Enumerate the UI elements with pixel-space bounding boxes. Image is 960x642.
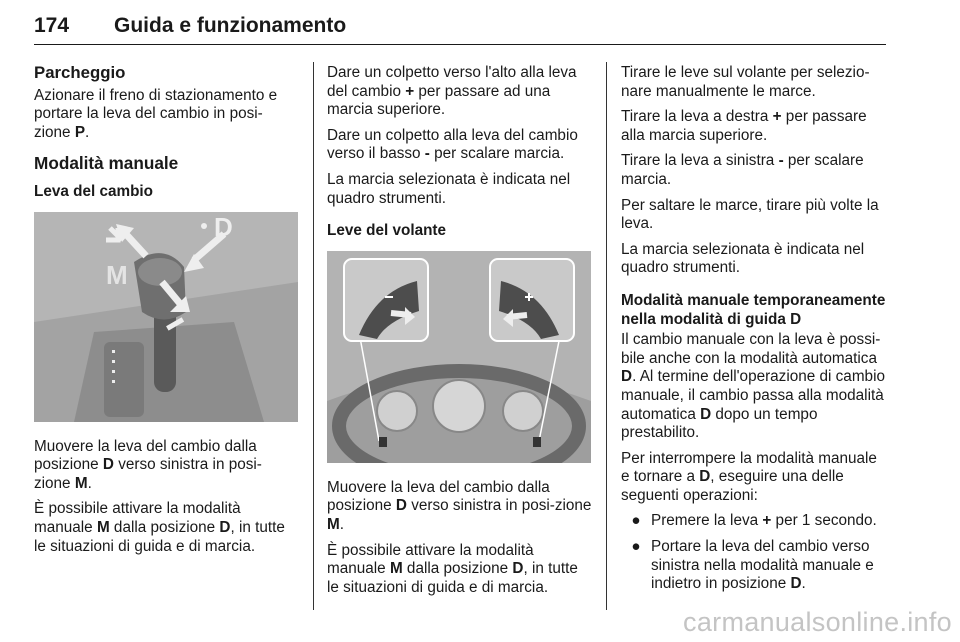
paragraph: Tirare la leva a sinistra - per scalare marcia. (621, 152, 864, 188)
list-item: ● Premere la leva + per 1 secondo. (621, 512, 887, 531)
heading-leve-del-volante: Leve del volante (327, 222, 447, 240)
paragraph: Tirare la leva a destra + per passare alla marcia superiore. (621, 108, 867, 144)
heading-leva-del-cambio: Leva del cambio (34, 182, 154, 200)
steering-paddles-illustration (327, 251, 591, 463)
paragraph: Dare un colpetto verso l'alto alla leva del cambio + per passare ad una marcia superiore. (327, 64, 577, 119)
label-d: D (214, 211, 233, 242)
paragraph: Per interrompere la modalità manuale e tornare a D, eseguire una delle seguenti operazioni: (621, 449, 877, 504)
paragraph: È possibile attivare la modalità manuale M dalla posizione D, in tutte le situazioni di guida e di marcia. (327, 541, 578, 596)
paragraph: Muovere la leva del cambio dalla posizione D verso sinistra in posi-zione M. (34, 437, 262, 492)
paragraph: La marcia selezionata è indicata nel quadro strumenti. (621, 240, 865, 277)
page-header (34, 6, 886, 45)
heading-modalita-manuale: Modalità manuale (34, 153, 179, 174)
paragraph: La marcia selezionata è indicata nel quadro strumenti. (327, 170, 571, 207)
paragraph: Azionare il freno di stazionamento e portare la leva del cambio in posi-zione P. (34, 86, 278, 141)
paragraph: Muovere la leva del cambio dalla posizione D verso sinistra in posi-zione M. (327, 478, 592, 533)
heading-parcheggio: Parcheggio (34, 63, 126, 82)
bullet-icon: ● (631, 512, 641, 530)
column-divider (313, 62, 314, 610)
paragraph: Per saltare le marce, tirare più volte la leva. (621, 196, 879, 233)
paragraph: Tirare le leve sul volante per selezio-nare manualmente le marce. (621, 64, 870, 100)
page-title: Guida e funzionamento (114, 14, 347, 37)
label-m: M (106, 259, 128, 290)
list-item: ● Portare la leva del cambio verso sinistra nella modalità manuale e indietro in posizione D. (621, 538, 887, 594)
paragraph: È possibile attivare la modalità manuale M dalla posizione D, in tutte le situazioni di guida e di marcia. (34, 500, 285, 555)
column-divider (606, 62, 607, 610)
paragraph: Il cambio manuale con la leva è possi-bile anche con la modalità automatica D. Al termine dell'operazione di cambio manuale, il cambio passa alla modalità automatica D dopo un tempo prestabilito. (621, 331, 885, 442)
page-number: 174 (34, 14, 70, 37)
bullet-icon: ● (631, 538, 641, 556)
paragraph: Dare un colpetto alla leva del cambio verso il basso - per scalare marcia. (327, 126, 578, 163)
gear-lever-illustration (34, 212, 298, 422)
column-3 (621, 64, 887, 601)
watermark: carmanualsonline.info (683, 607, 952, 637)
column-1 (34, 64, 298, 563)
heading-modalita-temporanea: Modalità manuale temporaneamente nella modalità di guida D (621, 291, 886, 328)
column-2 (327, 64, 593, 604)
